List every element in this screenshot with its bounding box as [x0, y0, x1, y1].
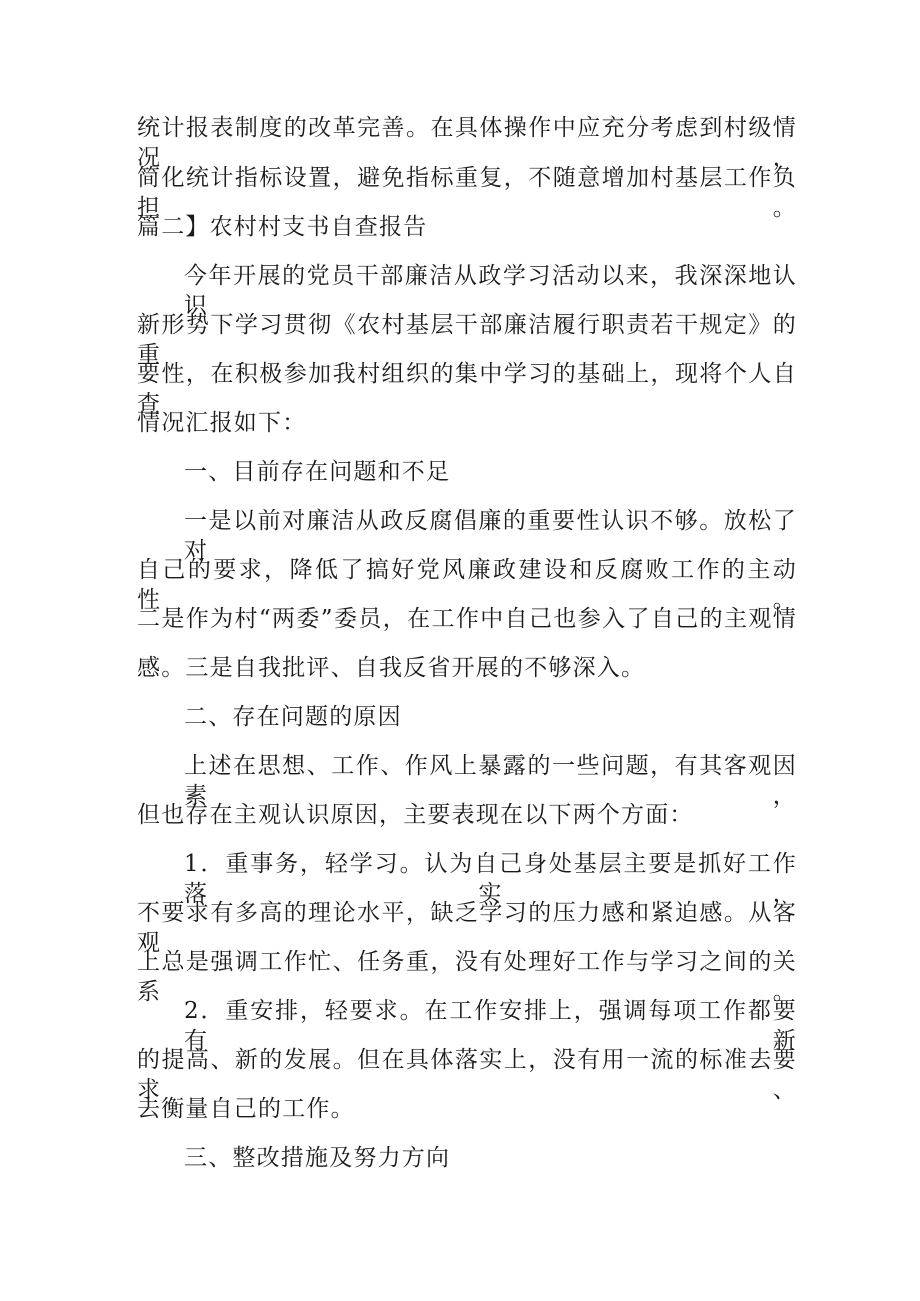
text-line: 二是作为村“两委”委员，在工作中自己也参入了自己的主观情 [137, 606, 797, 632]
text-line: 一是以前对廉洁从政反腐倡廉的重要性认识不够。放松了对 [184, 508, 797, 564]
text-line: 情况汇报如下： [137, 410, 307, 436]
text-line: 不要求有多高的理论水平，缺乏学习的压力感和紧迫感。从客观 [137, 900, 797, 956]
subheading: 二、存在问题的原因 [184, 704, 402, 730]
text-line: 要性，在积极参加我村组织的集中学习的基础上，现将个人自查 [137, 361, 797, 417]
text-line: 统计报表制度的改革完善。在具体操作中应充分考虑到村级情况， [137, 115, 797, 171]
text-line: 的提高、新的发展。但在具体落实上，没有用一流的标准去要求、 [137, 1047, 797, 1103]
text-line: 1．重事务，轻学习。认为自己身处基层主要是抓好工作落实， [184, 851, 797, 907]
text-line: 新形势下学习贯彻《农村基层干部廉洁履行职责若干规定》的重 [137, 312, 797, 368]
text-line: 上述在思想、工作、作风上暴露的一些问题，有其客观因素， [184, 753, 797, 809]
subheading: 三、整改措施及努力方向 [184, 1145, 451, 1171]
subheading: 一、目前存在问题和不足 [184, 459, 451, 485]
text-line: 自己的要求，降低了搞好党风廉政建设和反腐败工作的主动性。 [137, 557, 797, 613]
text-line: 2．重安排，轻要求。在工作安排上，强调每项工作都要有新 [184, 998, 797, 1054]
section-heading: 篇二】农村村支书自查报告 [137, 214, 428, 240]
text-line: 简化统计指标设置，避免指标重复，不随意增加村基层工作负担。 [137, 165, 797, 221]
text-line: 上总是强调工作忙、任务重，没有处理好工作与学习之间的关系。 [137, 949, 797, 1005]
text-line: 感。三是自我批评、自我反省开展的不够深入。 [137, 655, 646, 681]
text-line: 今年开展的党员干部廉洁从政学习活动以来，我深深地认识 [184, 263, 797, 319]
text-line: 但也存在主观认识原因，主要表现在以下两个方面： [137, 802, 694, 828]
text-line: 去衡量自己的工作。 [137, 1096, 355, 1122]
